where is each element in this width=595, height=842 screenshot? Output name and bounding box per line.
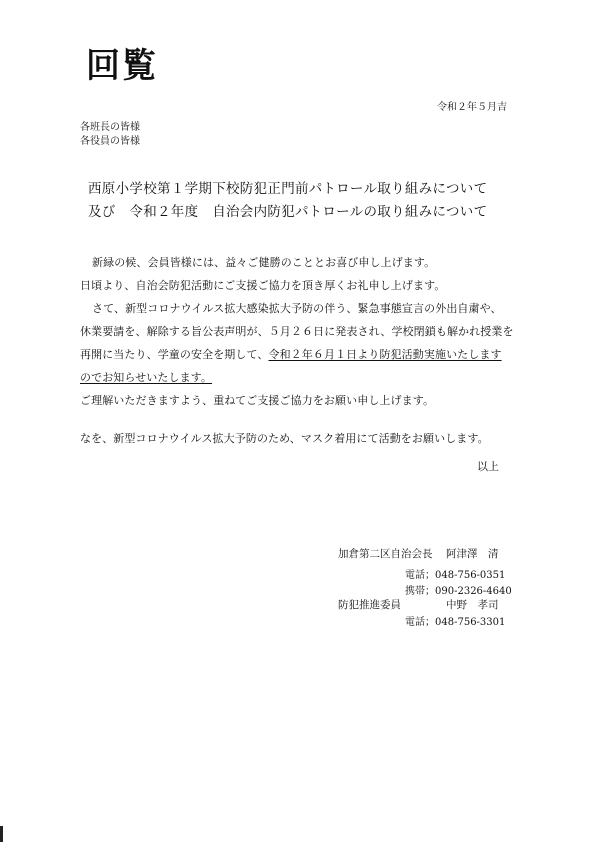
- closing-mark: 以上: [477, 460, 499, 473]
- main-paragraph-text: 再開に当たり、学童の安全を期して、: [80, 348, 269, 361]
- document-title: 回覧: [86, 46, 158, 86]
- main-paragraph-line: 休業要請を、解除する旨公表声明が、５月２６日に発表され、学校閉鎖も解かれ授業を: [80, 325, 514, 338]
- officer-name: 中野 孝司: [446, 599, 499, 611]
- recipient-line: 各班長の皆様: [80, 122, 140, 133]
- scan-edge-mark: [0, 826, 3, 842]
- mask-note-paragraph: なを、新型コロナウイルス拡大予防のため、マスク着用にて活動をお願いします。: [80, 432, 489, 445]
- chair-title: 加倉第二区自治会長: [338, 548, 433, 560]
- subject-line: 及び 令和２年度 自治会内防犯パトロールの取り組みについて: [88, 204, 488, 220]
- chair-name: 阿津澤 清: [446, 548, 499, 560]
- officer-title: 防犯推進委員: [338, 599, 401, 611]
- officer-phone: 電話；048-756-3301: [405, 617, 506, 628]
- main-paragraph-line: さて、新型コロナウイルス拡大感染拡大予防の伴う、緊急事態宣言の外出自粛や、: [92, 302, 502, 315]
- request-paragraph: ご理解いただきますよう、重ねてご支援ご協力をお願い申し上げます。: [80, 394, 435, 407]
- recipient-line: 各役員の皆様: [80, 136, 140, 147]
- subject-line: 西原小学校第１学期下校防犯正門前パトロール取り組みについて: [88, 181, 488, 197]
- thanks-paragraph: 日頃より、自治会防犯活動にご支援ご協力を頂き厚くお礼申し上げます。: [80, 279, 446, 292]
- greeting-paragraph: 新緑の候、会員皆様には、益々ご健勝のこととお喜び申し上げます。: [92, 256, 436, 269]
- issue-date: 令和２年５月吉: [437, 102, 507, 113]
- chair-phone: 電話；048-756-0351: [405, 570, 506, 581]
- activity-start-notice-continued: のでお知らせいたします。: [80, 371, 212, 384]
- activity-start-notice: 令和２年６月１日より防犯活動実施いたします: [268, 348, 502, 361]
- main-paragraph-line: [80, 346, 502, 362]
- chair-mobile: 携帯；090-2326-4640: [405, 586, 512, 597]
